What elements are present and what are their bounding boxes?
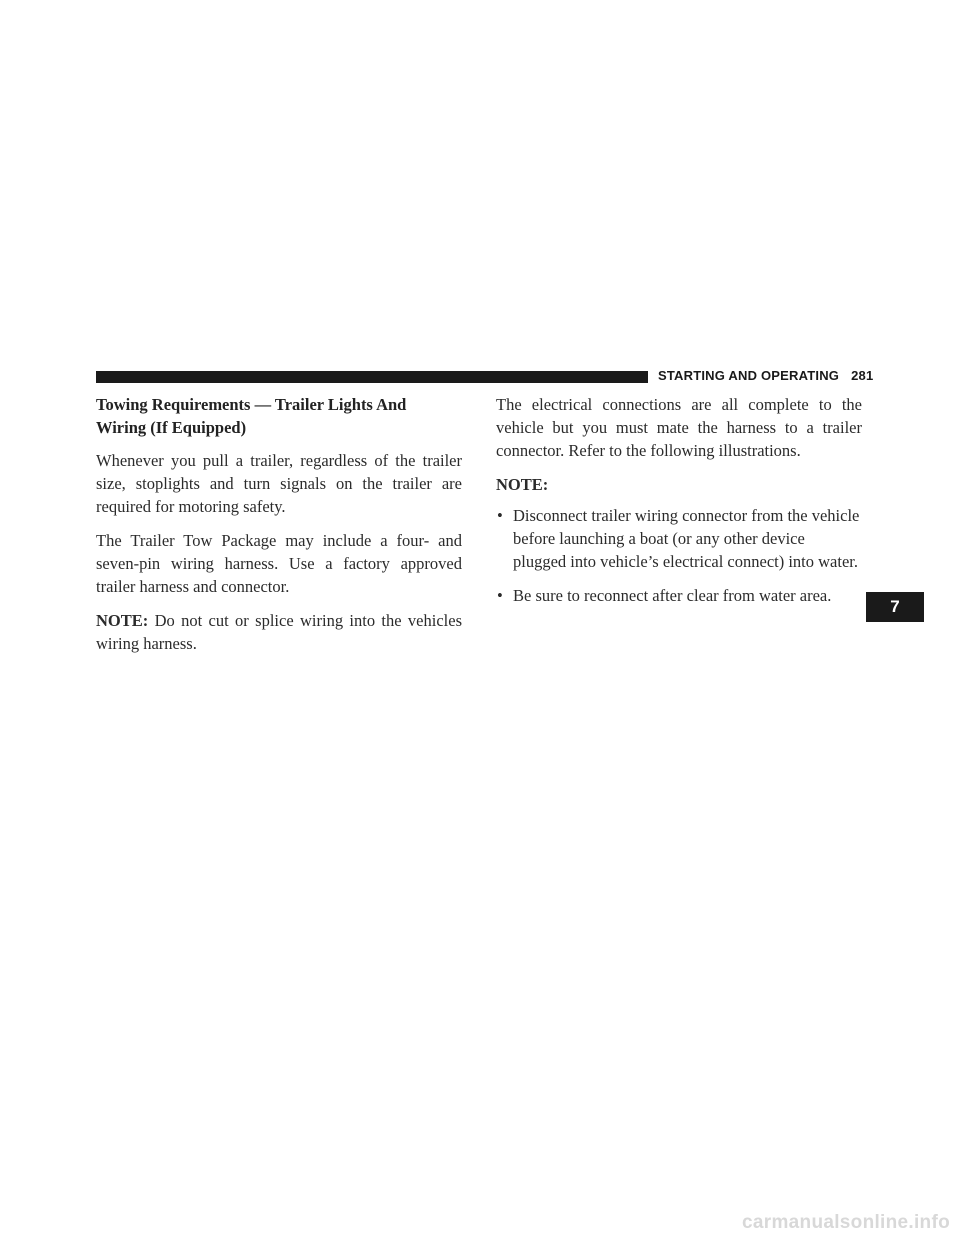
note-splice-wiring [96, 609, 462, 655]
paragraph-trailer-lights: Whenever you pull a trailer, regardless of the trailer size, stoplights and turn signals on the trailer are required for motoring safety. [96, 451, 462, 516]
right-column [496, 393, 862, 618]
note-heading: NOTE: [496, 475, 549, 494]
heading-line-2: Wiring (If Equipped) [96, 418, 247, 437]
heading-line-1: Towing Requirements — Trailer Lights And [96, 395, 407, 414]
section-heading [96, 393, 462, 439]
watermark: carmanualsonline.info [742, 1212, 950, 1233]
running-header [658, 368, 873, 383]
note-label: NOTE: [96, 611, 149, 630]
note-text: Do not cut or splice wiring into the vehicles wiring harness. [96, 611, 462, 653]
bullet-icon: • [497, 586, 503, 605]
list-item [496, 584, 862, 607]
page-number: 281 [851, 368, 874, 383]
paragraph-tow-package: The Trailer Tow Package may include a four- and seven-pin wiring harness. Use a factory approved trailer harness and connector. [96, 531, 462, 596]
paragraph-electrical-connections: The electrical connections are all complete to the vehicle but you must mate the harness to a trailer connector. Refer to the following illustrations. [496, 395, 862, 460]
left-column [96, 393, 462, 666]
chapter-tab: 7 [866, 592, 924, 622]
section-title: STARTING AND OPERATING [658, 368, 840, 383]
bullet-text: Be sure to reconnect after clear from water area. [513, 586, 832, 605]
list-item [496, 504, 862, 573]
header-rule [96, 371, 648, 383]
note-bullet-list [496, 504, 862, 607]
bullet-icon: • [497, 506, 503, 525]
bullet-text: Disconnect trailer wiring connector from the vehicle before launching a boat (or any other device plugged into vehicle’s electrical connect) into water. [513, 506, 860, 571]
